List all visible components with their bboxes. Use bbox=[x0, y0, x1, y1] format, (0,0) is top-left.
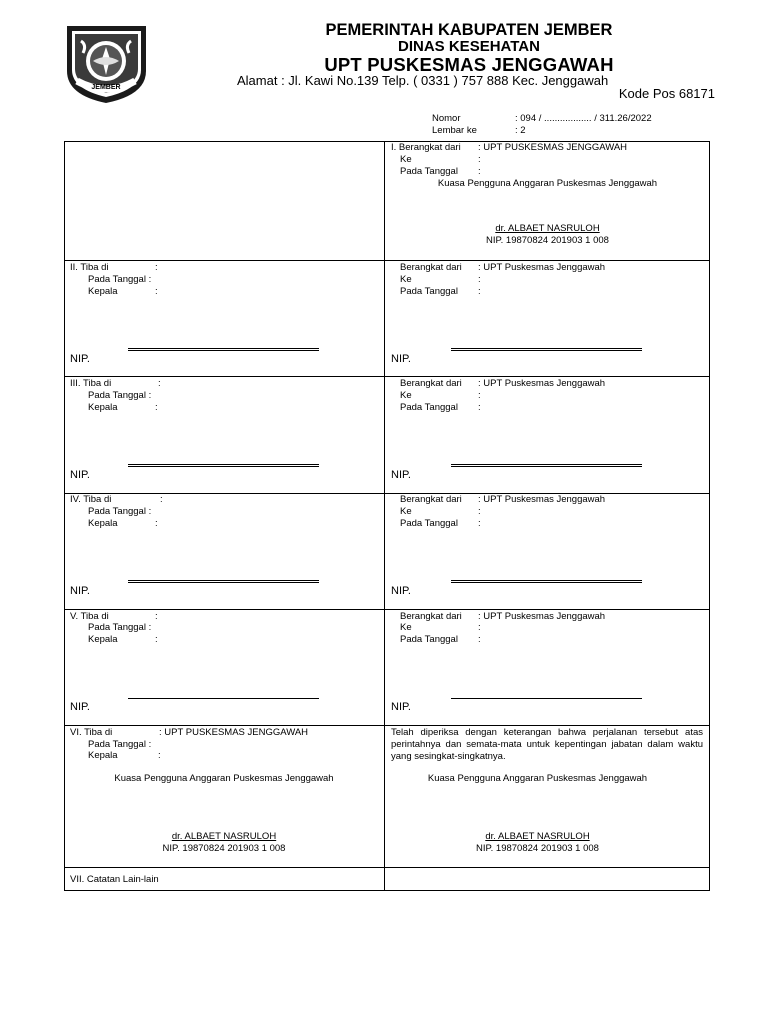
row4-kepala-label: Kepala bbox=[88, 518, 118, 529]
row5-tanggal-r-label: Pada Tanggal bbox=[400, 634, 458, 645]
sec6-kuasa-right: Kuasa Pengguna Anggaran Puskesmas Jenggawah bbox=[427, 773, 648, 784]
sec6-signer-name-left: dr. ALBAET NASRULOH bbox=[171, 831, 277, 842]
letterhead bbox=[160, 21, 768, 76]
row-divider bbox=[64, 376, 710, 377]
logo-text: JEMBER bbox=[91, 84, 121, 91]
department-name: DINAS KESEHATAN bbox=[398, 38, 540, 55]
row3-berangkat-label: Berangkat dari bbox=[400, 378, 462, 389]
sec1-tanggal-value: : bbox=[478, 166, 481, 177]
row3-kepala-label: Kepala bbox=[88, 402, 118, 413]
row3-berangkat-value: : UPT Puskesmas Jenggawah bbox=[478, 378, 606, 389]
row5-berangkat-label: Berangkat dari bbox=[400, 611, 462, 622]
row5-left-signature-line bbox=[128, 698, 319, 699]
row2-tiba-label: II. Tiba di bbox=[70, 262, 109, 273]
row5-berangkat-value: : UPT Puskesmas Jenggawah bbox=[478, 611, 606, 622]
row3-tanggal-label: Pada Tanggal : bbox=[88, 390, 152, 401]
row2-left-signature-line bbox=[128, 348, 319, 351]
sec1-ke-label: Ke bbox=[400, 154, 412, 165]
row2-tiba-colon: : bbox=[155, 262, 158, 273]
row2-tanggal-r-label: Pada Tanggal bbox=[400, 286, 458, 297]
sec1-signer-nip: NIP. 19870824 201903 1 008 bbox=[486, 235, 609, 246]
row5-kepala-label: Kepala bbox=[88, 634, 118, 645]
row4-ke-colon: : bbox=[478, 506, 481, 517]
row3-left-nip: NIP. bbox=[70, 469, 90, 481]
row3-right-signature-line bbox=[451, 464, 642, 467]
row4-berangkat-label: Berangkat dari bbox=[400, 494, 462, 505]
row5-ke-colon: : bbox=[478, 622, 481, 633]
sec6-statement: Telah diperiksa dengan keterangan bahwa perjalanan tersebut atas perintahnya dan semata-mata untuk kepentingan jabatan dalam waktu yang sesingkat-singkatnya. bbox=[391, 727, 703, 762]
sec1-ke-value: : bbox=[478, 154, 481, 165]
row5-ke-label: Ke bbox=[400, 622, 412, 633]
sec6-tiba-label: VI. Tiba di bbox=[70, 727, 113, 738]
row3-tanggal-r-colon: : bbox=[478, 402, 481, 413]
row5-right-signature-line bbox=[451, 698, 642, 699]
row4-tanggal-r-label: Pada Tanggal bbox=[400, 518, 458, 529]
row3-kepala-colon: : bbox=[155, 402, 158, 413]
sec6-tiba-value: : UPT PUSKESMAS JENGGAWAH bbox=[159, 727, 309, 738]
row5-tanggal-label: Pada Tanggal : bbox=[88, 622, 152, 633]
row2-berangkat-label: Berangkat dari bbox=[400, 262, 462, 273]
row4-ke-label: Ke bbox=[400, 506, 412, 517]
row4-tiba-colon: : bbox=[160, 494, 163, 505]
row4-tanggal-label: Pada Tanggal : bbox=[88, 506, 152, 517]
sec6-kuasa-left: Kuasa Pengguna Anggaran Puskesmas Jenggawah bbox=[114, 773, 334, 784]
lembar-label: Lembar ke bbox=[432, 125, 477, 136]
sec1-berangkat-label: I. Berangkat dari bbox=[391, 142, 461, 153]
nomor-label: Nomor bbox=[432, 113, 461, 124]
row3-tiba-label: III. Tiba di bbox=[70, 378, 112, 389]
sec6-signer-name-right: dr. ALBAET NASRULOH bbox=[485, 831, 590, 842]
row4-kepala-colon: : bbox=[155, 518, 158, 529]
row4-tiba-label: IV. Tiba di bbox=[70, 494, 112, 505]
row2-right-nip: NIP. bbox=[391, 353, 411, 365]
sec6-kepala-label: Kepala bbox=[88, 750, 118, 761]
sec6-kepala-colon: : bbox=[158, 750, 161, 761]
sec6-tanggal-label: Pada Tanggal : bbox=[88, 739, 152, 750]
row4-right-signature-line bbox=[451, 580, 642, 583]
row3-right-nip: NIP. bbox=[391, 469, 411, 481]
sec6-signer-nip-right: NIP. 19870824 201903 1 008 bbox=[476, 843, 599, 854]
postal-code: Kode Pos 68171 bbox=[618, 86, 715, 101]
row2-ke-colon: : bbox=[478, 274, 481, 285]
row-divider bbox=[64, 725, 710, 726]
row2-tanggal-label: Pada Tanggal : bbox=[88, 274, 152, 285]
row4-tanggal-r-colon: : bbox=[478, 518, 481, 529]
row5-right-nip: NIP. bbox=[391, 701, 411, 713]
sec7-catatan-label: VII. Catatan Lain-lain bbox=[70, 874, 159, 885]
row5-tanggal-r-colon: : bbox=[478, 634, 481, 645]
government-name: PEMERINTAH KABUPATEN JEMBER bbox=[325, 21, 613, 39]
unit-name: UPT PUSKESMAS JENGGAWAH bbox=[324, 54, 614, 75]
row2-kepala-label: Kepala bbox=[88, 286, 118, 297]
row3-tanggal-r-label: Pada Tanggal bbox=[400, 402, 458, 413]
jember-regency-logo bbox=[63, 23, 150, 106]
sec6-signer-nip-left: NIP. 19870824 201903 1 008 bbox=[162, 843, 286, 854]
row-divider bbox=[64, 867, 710, 868]
row2-berangkat-value: : UPT Puskesmas Jenggawah bbox=[478, 262, 606, 273]
lembar-value: : 2 bbox=[515, 125, 526, 136]
row4-left-signature-line bbox=[128, 580, 319, 583]
row4-right-nip: NIP. bbox=[391, 585, 411, 597]
row5-tiba-label: V. Tiba di bbox=[70, 611, 109, 622]
row2-ke-label: Ke bbox=[400, 274, 412, 285]
row2-right-signature-line bbox=[451, 348, 642, 351]
row-divider bbox=[64, 260, 710, 261]
address: Alamat : Jl. Kawi No.139 Telp. ( 0331 ) 757 888 Kec. Jenggawah bbox=[237, 73, 609, 88]
sec1-signer-name: dr. ALBAET NASRULOH bbox=[495, 223, 600, 234]
sec1-kuasa: Kuasa Pengguna Anggaran Puskesmas Jenggawah bbox=[437, 178, 658, 189]
row3-ke-colon: : bbox=[478, 390, 481, 401]
row2-tanggal-r-colon: : bbox=[478, 286, 481, 297]
row3-ke-label: Ke bbox=[400, 390, 412, 401]
nomor-value: : 094 / .................. / 311.26/2022 bbox=[515, 113, 652, 124]
row5-kepala-colon: : bbox=[155, 634, 158, 645]
row-divider bbox=[64, 609, 710, 610]
row3-left-signature-line bbox=[128, 464, 319, 467]
row2-left-nip: NIP. bbox=[70, 353, 90, 365]
row4-berangkat-value: : UPT Puskesmas Jenggawah bbox=[478, 494, 606, 505]
sec1-tanggal-label: Pada Tanggal bbox=[400, 166, 458, 177]
row5-left-nip: NIP. bbox=[70, 701, 90, 713]
sec1-berangkat-value: : UPT PUSKESMAS JENGGAWAH bbox=[478, 142, 628, 153]
row5-tiba-colon: : bbox=[155, 611, 158, 622]
row2-kepala-colon: : bbox=[155, 286, 158, 297]
row4-left-nip: NIP. bbox=[70, 585, 90, 597]
row3-tiba-colon: : bbox=[158, 378, 161, 389]
